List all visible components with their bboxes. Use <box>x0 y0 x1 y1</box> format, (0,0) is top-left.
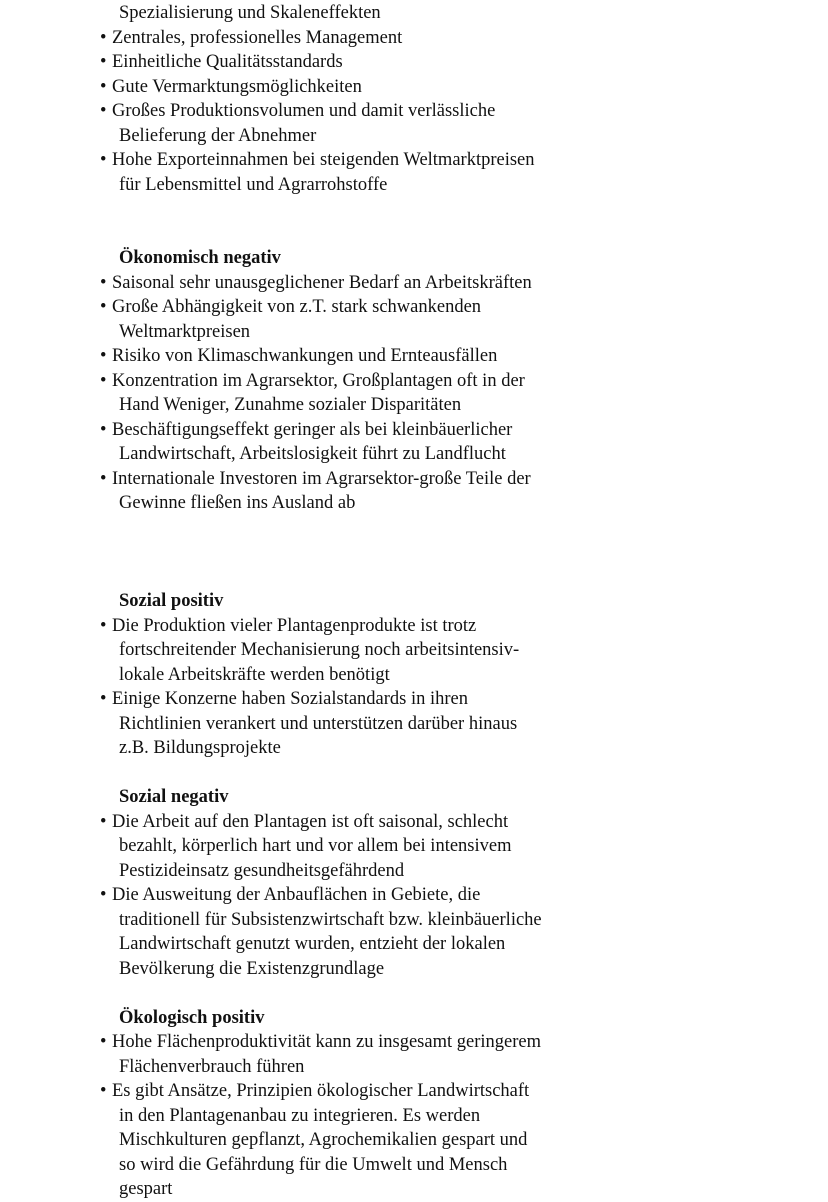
list-item-text: gespart <box>119 1179 173 1199</box>
list-item-text: Mischkulturen gepflanzt, Agrochemikalien gespart und <box>119 1130 528 1150</box>
section <box>100 246 800 516</box>
list-item-continuation-line <box>100 491 800 516</box>
bullet-icon: • <box>100 615 107 636</box>
list-item-text: Große Abhängigkeit von z.T. stark schwankenden <box>112 297 482 317</box>
list-item-line <box>100 418 800 443</box>
list-item-text: Die Arbeit auf den Plantagen ist oft saisonal, schlecht <box>112 811 509 832</box>
list-item-text: Gewinne fließen ins Ausland ab <box>119 493 356 513</box>
list-item-line <box>100 344 800 369</box>
list-item-text: Landwirtschaft, Arbeitslosigkeit führt zu Landflucht <box>119 444 506 464</box>
document-page <box>100 1 800 1202</box>
list-item-text: Risiko von Klimaschwankungen und Ernteausfällen <box>112 346 498 366</box>
list-item-text: Zentrales, professionelles Management <box>112 27 403 48</box>
section <box>100 589 800 761</box>
list-item <box>100 687 800 761</box>
list-item-line <box>100 810 800 835</box>
list-item-continuation-line <box>100 859 800 884</box>
bullet-icon: • <box>100 52 107 72</box>
list-item-continuation-line <box>100 663 800 688</box>
list-item-text: Hand Weniger, Zunahme sozialer Disparitäten <box>119 395 462 415</box>
bullet-icon: • <box>100 27 107 48</box>
list-item-line <box>100 1030 800 1055</box>
list-item-line <box>100 148 800 173</box>
list-item-line <box>100 1079 800 1104</box>
list-item-line <box>100 614 800 639</box>
list-item-continuation-line <box>100 173 800 198</box>
list-item <box>100 75 800 100</box>
list-item-continuation-line <box>100 1153 800 1178</box>
list-item-text: Saisonal sehr unausgeglichener Bedarf an Arbeitskräften <box>112 272 532 293</box>
list-item <box>100 369 800 418</box>
list-item-line <box>100 467 800 492</box>
bullet-icon: • <box>100 370 107 391</box>
list-item-text: Landwirtschaft genutzt wurden, entzieht der lokalen <box>119 934 506 954</box>
section-heading: Ökonomisch negativ <box>119 248 281 268</box>
list-item-line <box>100 271 800 296</box>
list-item-continuation-line <box>100 1128 800 1153</box>
list-item-text: Flächenverbrauch führen <box>119 1056 305 1077</box>
section <box>100 1 800 197</box>
list-item-text: Es gibt Ansätze, Prinzipien ökologischer Landwirtschaft <box>112 1081 530 1101</box>
list-item-continuation-line <box>100 638 800 663</box>
list-item-line <box>100 75 800 100</box>
list-item-text: so wird die Gefährdung für die Umwelt und Mensch <box>119 1154 508 1175</box>
list-item-text: z.B. Bildungsprojekte <box>119 738 281 758</box>
section-heading: Sozial positiv <box>119 591 224 611</box>
list-item <box>100 271 800 296</box>
section-heading: Ökologisch positiv <box>119 1007 265 1028</box>
list-item-continuation-line <box>100 442 800 467</box>
list-item <box>100 26 800 51</box>
list-item-text: Die Produktion vieler Plantagenprodukte ist trotz <box>112 615 477 636</box>
list-item-continuation-line <box>100 1 800 26</box>
list-item-text: Hohe Exporteinnahmen bei steigenden Weltmarktpreisen <box>112 150 535 170</box>
section <box>100 1006 800 1202</box>
list-item-continuation-line <box>100 932 800 957</box>
list-item <box>100 148 800 197</box>
list-item-continuation-line <box>100 712 800 737</box>
list-item <box>100 883 800 981</box>
bullet-icon: • <box>100 811 107 832</box>
list-item <box>100 1079 800 1202</box>
list-item-continuation-line <box>100 834 800 859</box>
list-item-text: Konzentration im Agrarsektor, Großplantagen oft in der <box>112 370 525 391</box>
list-item-text: Weltmarktpreisen <box>119 321 251 342</box>
list-item-continuation-line <box>100 320 800 345</box>
bullet-icon: • <box>100 1032 107 1052</box>
list-item-line <box>100 26 800 51</box>
list-item-text: Beschäftigungseffekt geringer als bei kleinbäuerlicher <box>112 419 513 440</box>
list-item-text: Pestizideinsatz gesundheitsgefährdend <box>119 860 405 881</box>
list-item <box>100 295 800 344</box>
bullet-icon: • <box>100 885 107 905</box>
list-item-text: fortschreitender Mechanisierung noch arbeitsintensiv- <box>119 640 520 660</box>
list-item-text: Internationale Investoren im Agrarsektor-große Teile der <box>112 468 531 489</box>
list-item-text: bezahlt, körperlich hart und vor allem bei intensivem <box>119 836 512 856</box>
list-item-text: lokale Arbeitskräfte werden benötigt <box>119 664 390 685</box>
list-item-continuation-line <box>100 393 800 418</box>
list-item-line <box>100 687 800 712</box>
list-item-text: Richtlinien verankert und unterstützen darüber hinaus <box>119 713 518 734</box>
list-item-text: für Lebensmittel und Agrarrohstoffe <box>119 174 388 195</box>
list-item-continuation-line <box>100 1104 800 1129</box>
list-item-text: Hohe Flächenproduktivität kann zu insgesamt geringerem <box>112 1032 541 1052</box>
list-item <box>100 467 800 516</box>
list-item <box>100 418 800 467</box>
list-item-continuation-line <box>100 1177 800 1202</box>
section <box>100 785 800 981</box>
bullet-icon: • <box>100 150 107 170</box>
list-item <box>100 344 800 369</box>
list-item-line <box>100 50 800 75</box>
list-item-continuation-line <box>100 957 800 982</box>
bullet-icon: • <box>100 76 107 97</box>
list-item-text: Die Ausweitung der Anbauflächen in Gebiete, die <box>112 885 481 905</box>
list-item-line <box>100 99 800 124</box>
list-item-text: Spezialisierung und Skaleneffekten <box>119 3 381 23</box>
list-item <box>100 99 800 148</box>
bullet-icon: • <box>100 346 107 366</box>
list-item-text: Gute Vermarktungsmöglichkeiten <box>112 76 362 97</box>
list-item-text: Belieferung der Abnehmer <box>119 125 317 146</box>
list-item <box>100 1030 800 1079</box>
list-item <box>100 1 800 26</box>
list-item-line <box>100 883 800 908</box>
list-item-continuation-line <box>100 736 800 761</box>
list-item-continuation-line <box>100 908 800 933</box>
bullet-icon: • <box>100 297 107 317</box>
bullet-icon: • <box>100 419 107 440</box>
section-heading: Sozial negativ <box>119 787 229 807</box>
bullet-icon: • <box>100 1081 107 1101</box>
list-item-text: Bevölkerung die Existenzgrundlage <box>119 958 385 979</box>
list-item-line <box>100 369 800 394</box>
bullet-icon: • <box>100 468 107 489</box>
list-item-continuation-line <box>100 1055 800 1080</box>
bullet-icon: • <box>100 689 107 709</box>
list-item-text: Großes Produktionsvolumen und damit verlässliche <box>112 101 496 121</box>
list-item-text: traditionell für Subsistenzwirtschaft bzw. kleinbäuerliche <box>119 909 542 930</box>
list-item-continuation-line <box>100 124 800 149</box>
list-item-text: Einige Konzerne haben Sozialstandards in ihren <box>112 689 469 709</box>
list-item <box>100 614 800 688</box>
list-item-line <box>100 295 800 320</box>
list-item-text: Einheitliche Qualitätsstandards <box>112 52 343 72</box>
list-item <box>100 50 800 75</box>
list-item <box>100 810 800 884</box>
bullet-icon: • <box>100 101 107 121</box>
bullet-icon: • <box>100 272 107 293</box>
list-item-text: in den Plantagenanbau zu integrieren. Es werden <box>119 1105 481 1126</box>
